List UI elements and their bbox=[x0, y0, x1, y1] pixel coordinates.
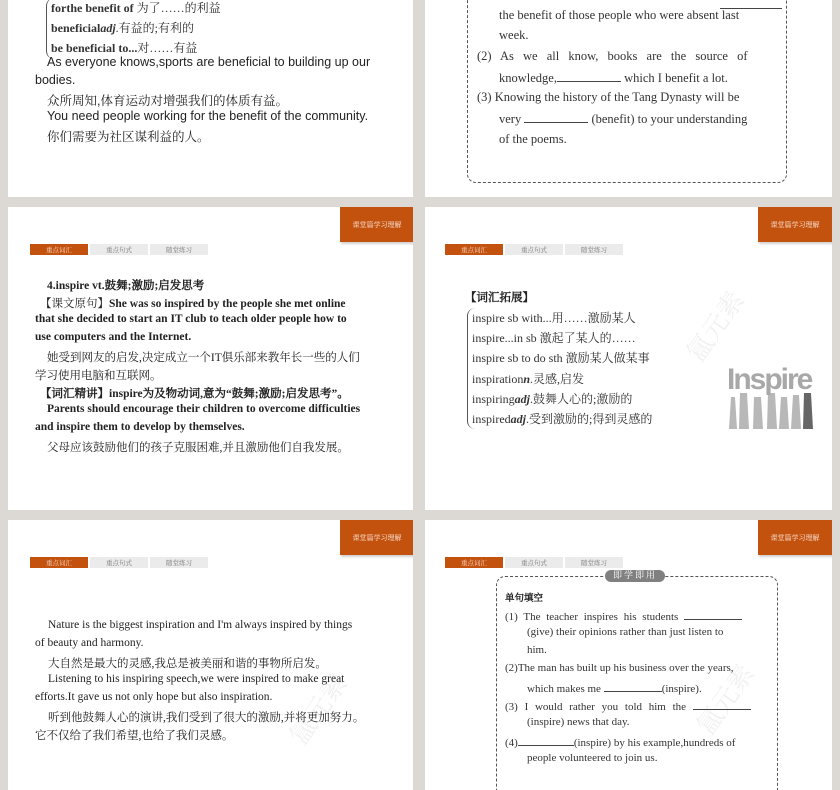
question-3-line: (inspire) news that day. bbox=[527, 716, 630, 728]
slide-benefit-notes bbox=[8, 0, 413, 197]
example-sentence-cont: and inspire them to develop by themselves. bbox=[35, 421, 245, 433]
slide-inspire-expansion bbox=[425, 207, 832, 510]
section-banner: 课堂篇学习理解 bbox=[340, 207, 413, 242]
example-translation: 众所周知,体育运动对增强我们的体质有益。 bbox=[47, 94, 288, 108]
svg-text:Inspire: Inspire bbox=[727, 363, 812, 396]
vocabulary-explanation: 【词汇精讲】inspire为及物动词,意为“鼓舞;激励;启发思考”。 bbox=[40, 388, 349, 400]
tab-bar bbox=[445, 244, 623, 255]
section-banner: 课堂篇学习理解 bbox=[340, 520, 413, 555]
expansion-heading: 【词汇拓展】 bbox=[465, 290, 534, 304]
list-item: be beneficial to...对……有益 bbox=[51, 41, 198, 56]
tab-practice[interactable]: 随堂练习 bbox=[565, 244, 623, 255]
question-1-line: the benefit of those people who were absent last bbox=[499, 8, 740, 22]
original-sentence-cont: use computers and the Internet. bbox=[35, 331, 192, 343]
example-translation: 大自然是最大的灵感,我总是被美丽和谐的事物所启发。 bbox=[48, 658, 327, 670]
tab-practice[interactable]: 随堂练习 bbox=[150, 244, 208, 255]
watermark: 氲元素 bbox=[284, 669, 354, 751]
answer-blank[interactable] bbox=[518, 734, 574, 746]
section-banner: 课堂篇学习理解 bbox=[758, 207, 832, 242]
list-item: inspire sb to do sth 激励某人做某事 bbox=[472, 351, 650, 366]
example-sentence: Nature is the biggest inspiration and I'm always inspired by things bbox=[48, 619, 353, 631]
slide-inspire-exercise bbox=[425, 520, 832, 790]
word-heading: 4.inspire vt.鼓舞;激励;启发思考 bbox=[47, 280, 205, 292]
list-item: beneficialadj.有益的;有利的 bbox=[51, 21, 195, 36]
benefit-word-family-list bbox=[46, 0, 221, 59]
tab-key-sentences[interactable]: 重点句式 bbox=[505, 244, 563, 255]
tab-key-sentences[interactable]: 重点句式 bbox=[90, 244, 148, 255]
tab-key-vocabulary[interactable]: 重点词汇 bbox=[30, 244, 88, 255]
list-item: inspirationn.灵感,启发 bbox=[472, 371, 585, 386]
original-sentence-cont: that she decided to start an IT club to teach older people how to bbox=[35, 313, 347, 325]
tab-key-sentences[interactable]: 重点句式 bbox=[90, 557, 148, 568]
example-sentence: Listening to his inspiring speech,we were inspired to make great bbox=[48, 673, 345, 685]
example-translation: 你们需要为社区谋利益的人。 bbox=[47, 130, 210, 144]
question-3-line: (3) Knowing the history of the Tang Dynasty will be bbox=[477, 90, 740, 104]
tab-practice[interactable]: 随堂练习 bbox=[150, 557, 208, 568]
example-sentence-cont: bodies. bbox=[35, 73, 76, 87]
list-item: forthe benefit of 为了……的利益 bbox=[51, 1, 221, 15]
original-translation-cont: 学习使用电脑和互联网。 bbox=[35, 370, 162, 382]
inspire-hands-image bbox=[725, 357, 817, 429]
question-1-line: him. bbox=[527, 644, 547, 656]
slide-inspire-definition bbox=[8, 207, 413, 510]
answer-blank[interactable] bbox=[524, 111, 588, 123]
question-2-line: which makes me (inspire). bbox=[527, 680, 702, 695]
question-2-line: knowledge, which I benefit a lot. bbox=[499, 71, 728, 85]
example-sentence: You need people working for the benefit of the community. bbox=[47, 109, 369, 123]
question-4-line: people volunteered to join us. bbox=[527, 752, 658, 764]
example-translation-cont: 它不仅给了我们希望,也给了我们灵感。 bbox=[35, 730, 234, 742]
question-3-line: very (benefit) to your understanding bbox=[499, 112, 748, 126]
list-item: inspiredadj.受到激励的;得到灵感的 bbox=[472, 412, 653, 427]
tab-practice[interactable]: 随堂练习 bbox=[565, 557, 623, 568]
list-item: inspire...in sb 激起了某人的…… bbox=[472, 331, 636, 346]
example-sentence-cont: efforts.It gave us not only hope but also inspiration. bbox=[35, 691, 273, 703]
question-2-line: (2)The man has built up his business over the years, bbox=[505, 662, 734, 674]
example-translation: 听到他鼓舞人心的演讲,我们受到了很大的激励,并将更加努力。 bbox=[48, 712, 365, 724]
original-translation: 她受到网友的启发,决定成立一个IT俱乐部来教年长一些的人们 bbox=[47, 352, 360, 364]
question-1-line: (1) The teacher inspires his students bbox=[505, 608, 742, 623]
answer-blank[interactable] bbox=[604, 680, 662, 692]
tab-key-sentences[interactable]: 重点句式 bbox=[505, 557, 563, 568]
list-item: inspire sb with...用……激励某人 bbox=[472, 311, 636, 325]
tab-key-vocabulary[interactable]: 重点词汇 bbox=[30, 557, 88, 568]
list-item: inspiringadj.鼓舞人心的;激励的 bbox=[472, 391, 633, 406]
answer-blank[interactable] bbox=[684, 608, 742, 620]
watermark: 氲元素 bbox=[681, 286, 751, 368]
question-1-line: week. bbox=[499, 28, 529, 42]
example-sentence: As everyone knows,sports are beneficial to building up our bbox=[47, 55, 371, 69]
slide-inspire-examples bbox=[8, 520, 413, 790]
original-sentence: 【课文原句】She was so inspired by the people she met online bbox=[40, 298, 346, 310]
question-1-line: (give) their opinions rather than just listen to bbox=[527, 626, 724, 638]
tab-key-vocabulary[interactable]: 重点词汇 bbox=[445, 557, 503, 568]
answer-blank[interactable] bbox=[557, 70, 621, 82]
tab-bar bbox=[30, 557, 208, 568]
slide-benefit-exercise bbox=[425, 0, 832, 197]
example-translation: 父母应该鼓励他们的孩子克服困难,并且激励他们自我发展。 bbox=[47, 442, 349, 454]
question-3-line: of the poems. bbox=[499, 132, 567, 146]
question-4-line: (4) (inspire) by his example,hundreds of bbox=[505, 734, 735, 749]
example-sentence-cont: of beauty and harmony. bbox=[35, 637, 144, 649]
section-title: 单句填空 bbox=[505, 593, 544, 604]
practice-pill: 即学即用 bbox=[605, 570, 665, 582]
tab-bar bbox=[445, 557, 623, 568]
question-3-line: (3) I would rather you told him the bbox=[505, 698, 751, 713]
inspire-word-family-list bbox=[467, 308, 652, 429]
watermark: 氲元素 bbox=[691, 659, 761, 741]
section-banner: 课堂篇学习理解 bbox=[758, 520, 832, 555]
tab-bar bbox=[30, 244, 208, 255]
question-2-line: (2) As we all know, books are the source of bbox=[477, 49, 748, 63]
example-sentence: Parents should encourage their children to overcome difficulties bbox=[47, 403, 361, 415]
tab-key-vocabulary[interactable]: 重点词汇 bbox=[445, 244, 503, 255]
answer-blank[interactable] bbox=[693, 698, 751, 710]
